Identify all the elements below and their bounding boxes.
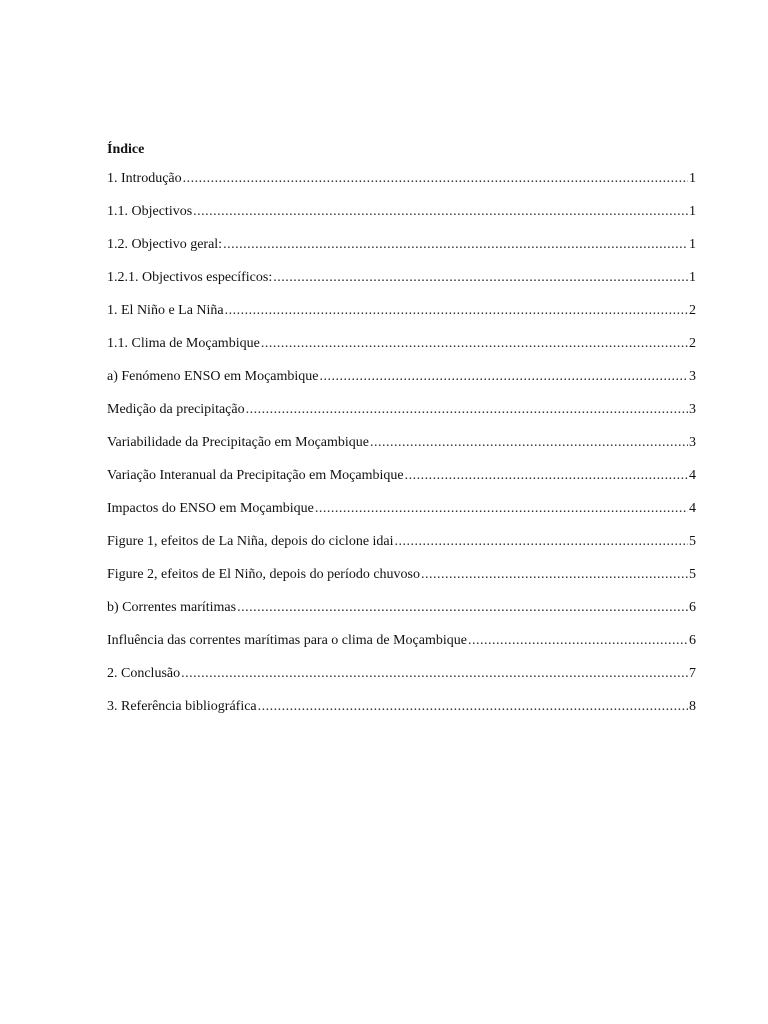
toc-leader-dots	[468, 632, 688, 650]
toc-entry-page: 1	[689, 171, 696, 186]
toc-entry-text: 1. Introdução	[107, 171, 182, 186]
toc-entry-text: 1.1. Clima de Moçambique	[107, 336, 260, 351]
toc-leader-dots	[421, 566, 688, 584]
toc-leader-dots	[370, 434, 688, 452]
toc-entry-text: 2. Conclusão	[107, 666, 181, 681]
toc-entry-page: 1	[689, 237, 696, 252]
toc-entry-page: 2	[689, 303, 696, 318]
toc-entry	[107, 632, 696, 665]
toc-entry	[107, 236, 696, 269]
toc-entry-text: a) Fenómeno ENSO em Moçambique	[107, 369, 319, 384]
toc-entry	[107, 566, 696, 599]
toc-entry-page: 1	[689, 270, 696, 285]
toc-entry	[107, 533, 696, 566]
toc-entry	[107, 203, 696, 236]
toc-leader-dots	[183, 170, 688, 188]
toc-entry-text: Variação Interanual da Precipitação em Moçambique	[107, 468, 404, 483]
toc-entry-text: 3. Referência bibliográfica	[107, 699, 257, 714]
toc-entry	[107, 302, 696, 335]
toc-entry-text: Influência das correntes marítimas para o clima de Moçambique	[107, 633, 467, 648]
toc-entry-text: 1.2. Objectivo geral:	[107, 237, 223, 252]
toc-entry-text: Figure 2, efeitos de El Niño, depois do período chuvoso	[107, 567, 421, 582]
toc-entry-page: 8	[689, 699, 696, 714]
toc-leader-dots	[261, 335, 688, 353]
toc-entry-page: 1	[689, 204, 696, 219]
toc-entry	[107, 170, 696, 203]
toc-entry-text: 1.2.1. Objectivos específicos:	[107, 270, 273, 285]
toc-leader-dots	[225, 302, 688, 320]
toc-entry	[107, 698, 696, 731]
toc-list	[107, 170, 696, 731]
toc-entry-page: 5	[689, 567, 696, 582]
toc-entry-page: 5	[689, 534, 696, 549]
toc-entry	[107, 467, 696, 500]
toc-leader-dots	[246, 401, 688, 419]
toc-leader-dots	[181, 665, 688, 683]
toc-leader-dots	[223, 236, 688, 254]
toc-leader-dots	[258, 698, 688, 716]
toc-entry	[107, 665, 696, 698]
toc-entry-page: 6	[689, 600, 696, 615]
toc-leader-dots	[405, 467, 688, 485]
toc-entry-text: Variabilidade da Precipitação em Moçambique	[107, 435, 370, 450]
toc-entry-text: Figure 1, efeitos de La Niña, depois do ciclone idai	[107, 534, 394, 549]
toc-title: Índice	[107, 142, 145, 157]
toc-entry-page: 4	[689, 501, 696, 516]
toc-entry-text: 1. El Niño e La Niña	[107, 303, 224, 318]
toc-entry-text: Medição da precipitação	[107, 402, 245, 417]
toc-leader-dots	[273, 269, 688, 287]
toc-entry-text: Impactos do ENSO em Moçambique	[107, 501, 314, 516]
toc-entry-page: 4	[689, 468, 696, 483]
toc-entry	[107, 500, 696, 533]
toc-leader-dots	[395, 533, 688, 551]
toc-entry-page: 3	[689, 435, 696, 450]
toc-entry	[107, 434, 696, 467]
toc-leader-dots	[237, 599, 688, 617]
toc-entry	[107, 368, 696, 401]
toc-entry-page: 3	[689, 369, 696, 384]
toc-entry-text: b) Correntes marítimas	[107, 600, 237, 615]
toc-leader-dots	[193, 203, 688, 221]
toc-entry-page: 7	[689, 666, 696, 681]
toc-entry	[107, 335, 696, 368]
toc-entry	[107, 599, 696, 632]
toc-leader-dots	[320, 368, 688, 386]
toc-entry	[107, 401, 696, 434]
toc-entry-text: 1.1. Objectivos	[107, 204, 193, 219]
toc-entry-page: 6	[689, 633, 696, 648]
toc-leader-dots	[315, 500, 688, 518]
toc-entry-page: 2	[689, 336, 696, 351]
toc-entry	[107, 269, 696, 302]
toc-entry-page: 3	[689, 402, 696, 417]
